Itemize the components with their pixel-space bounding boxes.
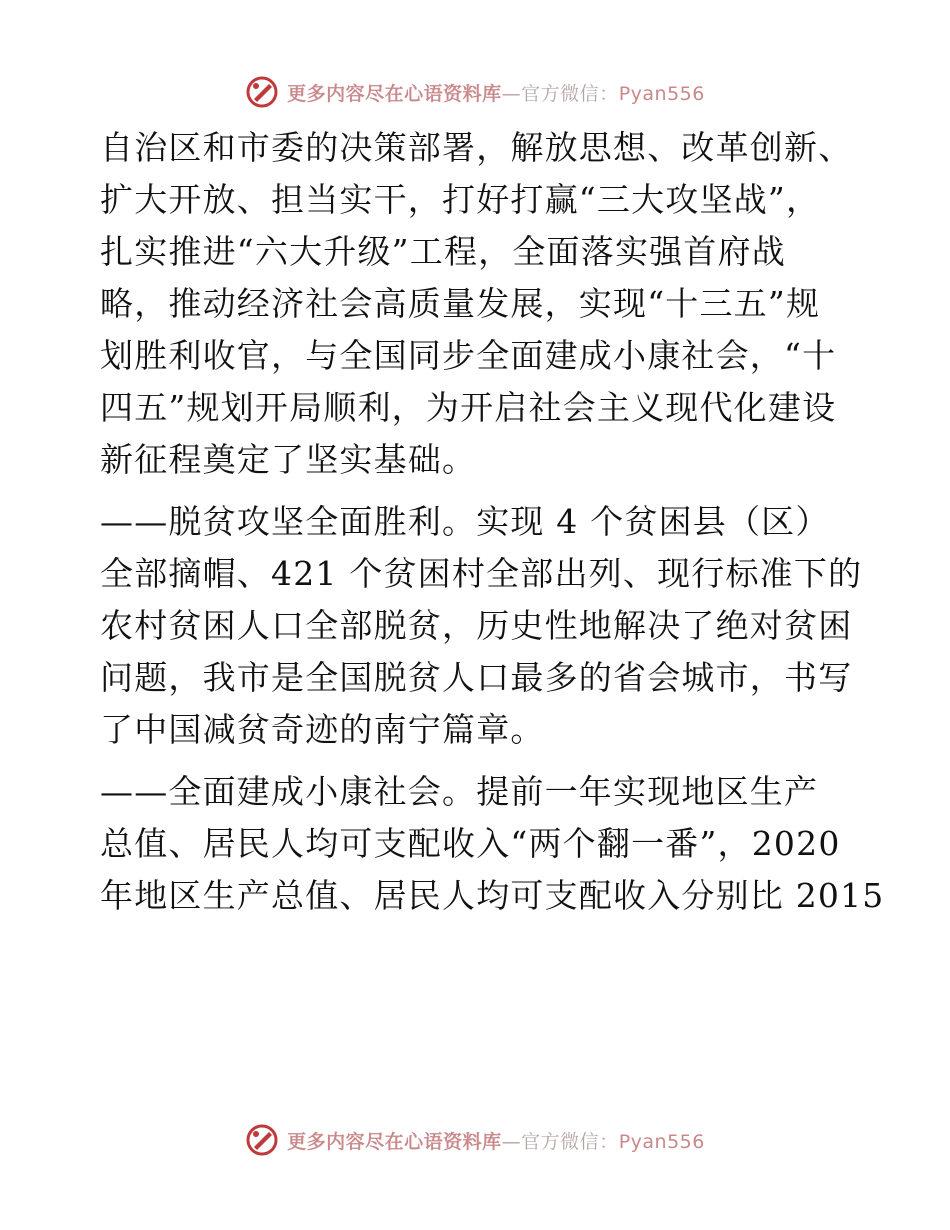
text-line: 四五”规划开局顺利，为开启社会主义现代化建设	[100, 388, 837, 427]
paragraph-2	[100, 496, 863, 756]
document-body	[100, 122, 885, 922]
text-line: 新征程奠定了坚实基础。	[100, 440, 477, 479]
brand-logo-icon	[245, 1123, 279, 1157]
text-line: ——脱贫攻坚全面胜利。实现 4 个贫困县（区）	[100, 502, 830, 541]
paragraph-1	[100, 122, 860, 486]
watermark-official-label: 官方微信：	[521, 82, 619, 105]
footer-watermark	[0, 1120, 950, 1160]
watermark-text	[287, 1127, 705, 1154]
header-watermark	[0, 72, 950, 112]
watermark-text	[287, 79, 705, 106]
text-line: 了中国减贫奇迹的南宁篇章。	[100, 710, 545, 749]
text-line: 农村贫困人口全部脱贫，历史性地解决了绝对贫困	[100, 606, 853, 645]
watermark-brand: 更多内容尽在心语资料库	[287, 82, 502, 105]
watermark-separator: —	[501, 82, 522, 105]
text-line: 扩大开放、担当实干，打好打赢“三大攻坚战”，	[100, 180, 821, 219]
text-line: 全部摘帽、421 个贫困村全部出列、现行标准下的	[100, 554, 863, 593]
watermark-brand: 更多内容尽在心语资料库	[287, 1130, 502, 1153]
text-line: 略，推动经济社会高质量发展，实现“十三五”规	[100, 284, 821, 323]
text-line: 扎实推进“六大升级”工程，全面落实强首府战	[100, 232, 786, 271]
watermark-official-label: 官方微信：	[521, 1130, 619, 1153]
brand-logo-icon	[245, 75, 279, 109]
text-line: ——全面建成小康社会。提前一年实现地区生产	[100, 772, 819, 811]
text-line: 总值、居民人均可支配收入“两个翻一番”，2020	[100, 824, 841, 863]
watermark-wechat-id: Pyan556	[618, 82, 705, 105]
watermark-wechat-id: Pyan556	[618, 1130, 705, 1153]
watermark-separator: —	[501, 1130, 522, 1153]
text-line: 划胜利收官，与全国同步全面建成小康社会，“十	[100, 336, 837, 375]
text-line: 问题，我市是全国脱贫人口最多的省会城市，书写	[100, 658, 853, 697]
paragraph-3	[100, 766, 885, 922]
text-line: 年地区生产总值、居民人均可支配收入分别比 2015	[100, 876, 885, 915]
text-line: 自治区和市委的决策部署，解放思想、改革创新、	[100, 128, 853, 167]
